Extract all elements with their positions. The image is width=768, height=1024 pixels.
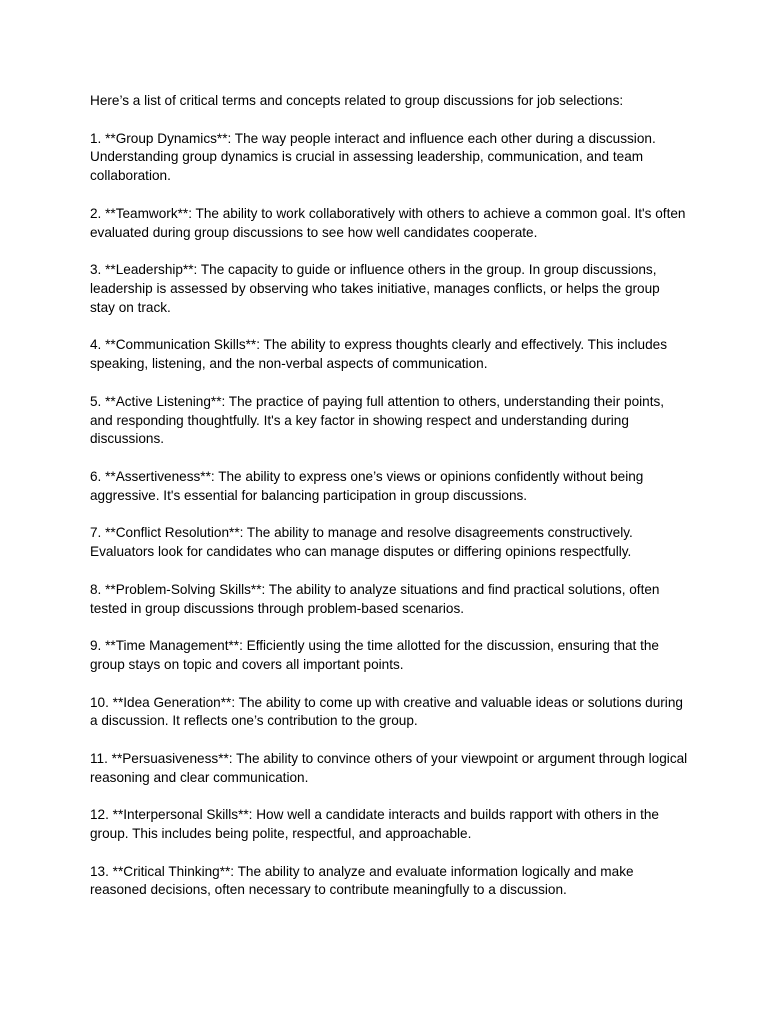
document-page xyxy=(90,92,688,919)
intro-paragraph: Here’s a list of critical terms and concepts related to group discussions for job selections: xyxy=(90,93,624,108)
list-item-problem-solving: 8. **Problem-Solving Skills**: The ability to analyze situations and find practical solutions, often tested in group discussions through problem-based scenarios. xyxy=(90,581,660,616)
list-item-interpersonal-skills: 12. **Interpersonal Skills**: How well a candidate interacts and builds rapport with others in the group. This includes being polite, respectful, and approachable. xyxy=(90,807,659,842)
list-item-persuasiveness: 11. **Persuasiveness**: The ability to convince others of your viewpoint or argument through logical reasoning and clear communication. xyxy=(90,750,688,785)
list-item-time-management: 9. **Time Management**: Efficiently using the time allotted for the discussion, ensuring that the group stays on topic and covers all important points. xyxy=(90,638,659,672)
list-item-group-dynamics: 1. **Group Dynamics**: The way people interact and influence each other during a discussion. Understanding group dynamics is crucial in assessing leadership, communication, and team collaboration. xyxy=(90,130,656,184)
list-item-assertiveness: 6. **Assertiveness**: The ability to express one’s views or opinions confidently without being aggressive. It's essential for balancing participation in group discussions. xyxy=(90,468,644,503)
list-item-conflict-resolution: 7. **Conflict Resolution**: The ability to manage and resolve disagreements constructively. Evaluators look for candidates who can manage disputes or differing opinions respectfully. xyxy=(90,525,633,560)
list-item-teamwork: 2. **Teamwork**: The ability to work collaboratively with others to achieve a common goal. It's often evaluated during group discussions to see how well candidates cooperate. xyxy=(90,205,686,240)
list-item-communication-skills: 4. **Communication Skills**: The ability to express thoughts clearly and effectively. This includes speaking, listening, and the non-verbal aspects of communication. xyxy=(90,337,668,372)
list-item-active-listening: 5. **Active Listening**: The practice of paying full attention to others, understanding their points, and responding thoughtfully. It's a key factor in showing respect and understanding during discussions. xyxy=(90,393,665,447)
list-item-idea-generation: 10. **Idea Generation**: The ability to come up with creative and valuable ideas or solutions during a discussion. It reflects one’s contribution to the group. xyxy=(90,694,683,729)
list-item-critical-thinking: 13. **Critical Thinking**: The ability to analyze and evaluate information logically and make reasoned decisions, often necessary to contribute meaningfully to a discussion. xyxy=(90,863,634,898)
list-item-leadership: 3. **Leadership**: The capacity to guide or influence others in the group. In group discussions, leadership is assessed by observing who takes initiative, manages conflicts, or helps the group stay on track. xyxy=(90,262,660,315)
terms-list xyxy=(90,130,688,901)
